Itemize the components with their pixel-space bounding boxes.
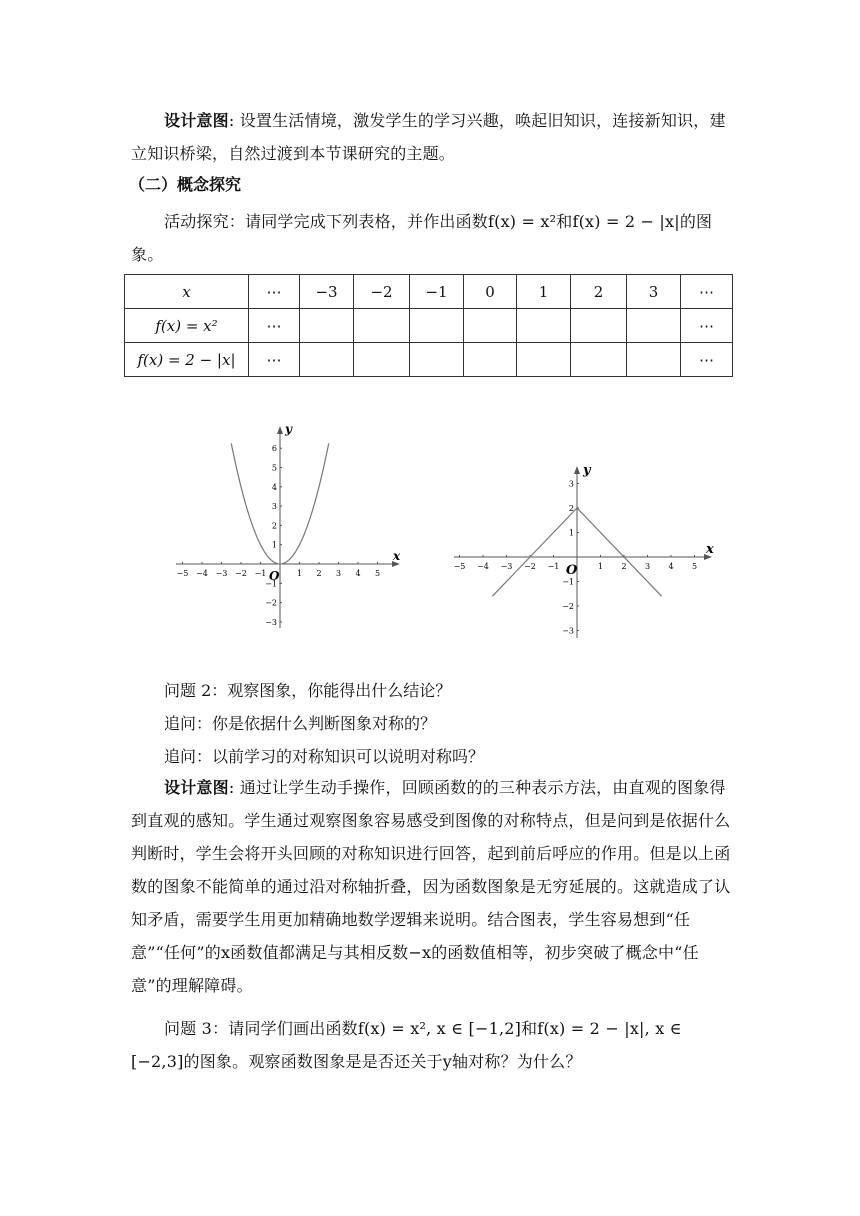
table-cell: [464, 309, 517, 343]
table-cell: ⋯: [681, 309, 733, 343]
y-tick-label: 3: [271, 502, 277, 512]
origin-label: O: [269, 569, 280, 583]
y-tick-label: 1: [271, 540, 277, 550]
table-cell: [354, 309, 410, 343]
table-cell: 3: [627, 275, 681, 309]
table-cell: ⋯: [249, 275, 300, 309]
table-cell: [517, 309, 571, 343]
table-row: [125, 275, 733, 309]
x-tick-label: −5: [453, 562, 466, 571]
table-cell: −1: [410, 275, 464, 309]
y-tick-label: 2: [271, 521, 277, 531]
x-tick-label: 1: [597, 562, 604, 571]
table-cell: [517, 343, 571, 377]
table-row: [125, 309, 733, 343]
origin-label: O: [566, 563, 578, 578]
x-tick-label: 2: [316, 569, 322, 578]
table-cell: [410, 343, 464, 377]
table-cell: [354, 343, 410, 377]
table-cell: −3: [300, 275, 354, 309]
table-cell: [571, 309, 627, 343]
table-cell: 2: [571, 275, 627, 309]
table-cell: [627, 309, 681, 343]
row-header-cell: f(x) = 2 − |x|: [125, 343, 249, 377]
x-tick-label: −3: [500, 562, 513, 571]
table-cell: 0: [464, 275, 517, 309]
y-tick-label: −3: [562, 626, 574, 636]
question-3: 问题 3：请同学们画出函数f(x) = x², x ∈ [−1,2]和f(x) = 2 − |x|, x ∈ [−2,3]的图象。观察函数图象是是否还关于y轴对称？为什么？: [131, 1019, 682, 1071]
y-axis-arrow: [277, 426, 283, 434]
x-tick-label: −2: [235, 569, 247, 578]
design-intent-paragraph-1: [131, 104, 731, 170]
activity-paragraph: 活动探究：请同学完成下列表格，并作出函数f(x) = x²和f(x) = 2 − |x|的图象。: [131, 212, 713, 264]
x-tick-label: 4: [355, 569, 361, 578]
question-2: 问题 2：观察图象，你能得出什么结论？: [164, 681, 452, 700]
x-tick-label: −1: [547, 562, 560, 571]
table-cell: [571, 343, 627, 377]
x-tick-label: 5: [691, 562, 698, 571]
table-cell: ⋯: [681, 343, 733, 377]
y-tick-label: −1: [562, 577, 574, 587]
y-tick-label: 3: [568, 479, 574, 489]
x-axis-label: x: [393, 549, 401, 563]
table-cell: [410, 309, 464, 343]
y-axis-label: y: [285, 422, 292, 436]
y-axis-arrow: [574, 466, 580, 474]
x-tick-label: −3: [215, 569, 228, 578]
x-tick-label: 5: [374, 569, 381, 578]
section-heading: （二）概念探究: [129, 175, 242, 194]
y-tick-label: −3: [265, 617, 277, 627]
y-axis-label: y: [583, 463, 591, 478]
y-tick-label: 6: [271, 444, 277, 454]
design-intent-text: : 通过让学生动手操作，回顾函数的的三种表示方法，由直观的图象得到直观的感知。学生通过观察图象容易感受到图像的对称特点，但是问到是依据什么判断时，学生会将开头回顾的对称知识进行回答，起到前后呼应的作用。但是以上函数的图象不能简单的通过沿对称轴折叠，因为函数图象是无穷延展的。这就造成了认知矛盾，需要学生用更加精确地数学逻辑来说明。结合图表，学生容易想到“任意”“任何”的x函数值都满足与其相反数−x的函数值相等，初步突破了概念中“任意”的理解障碍。: [131, 778, 731, 995]
value-table: [124, 274, 733, 377]
table-cell: −2: [354, 275, 410, 309]
x-tick-label: 1: [296, 569, 303, 578]
table-cell: [464, 343, 517, 377]
table-row: [125, 343, 733, 377]
x-tick-label: −2: [524, 562, 536, 571]
x-tick-label: −4: [477, 562, 489, 571]
followup-question-2: 追问：以前学习的对称知识可以说明对称吗？: [164, 747, 485, 766]
design-intent-text: : 设置生活情境，激发学生的学习兴趣，唤起旧知识，连接新知识，建立知识桥梁，自然过渡到本节课研究的主题。: [131, 111, 726, 163]
y-tick-label: 5: [271, 463, 277, 473]
table-cell: 1: [517, 275, 571, 309]
x-tick-label: −1: [254, 569, 267, 578]
row-header-cell: x: [125, 275, 249, 309]
table-cell: [627, 343, 681, 377]
x-tick-label: 3: [335, 569, 342, 578]
table-cell: ⋯: [249, 343, 300, 377]
x-tick-label: 2: [621, 562, 627, 571]
y-tick-label: 2: [568, 504, 574, 513]
table-cell: [300, 309, 354, 343]
x-tick-label: 3: [644, 562, 651, 571]
y-tick-label: −2: [562, 602, 574, 611]
y-tick-label: 1: [568, 528, 574, 538]
x-axis-label: x: [706, 542, 714, 557]
table-cell: ⋯: [681, 275, 733, 309]
absolute-value-graph: [450, 462, 725, 642]
design-intent-label: 设计意图: [164, 778, 229, 797]
x-tick-label: −4: [196, 569, 208, 578]
x-tick-label: 4: [668, 562, 674, 571]
x-tick-label: −5: [176, 569, 189, 578]
design-intent-paragraph-2: [131, 771, 731, 1002]
y-tick-label: 4: [271, 482, 277, 492]
row-header-cell: f(x) = x²: [125, 309, 249, 343]
y-tick-label: −1: [265, 579, 277, 589]
design-intent-label: 设计意图: [164, 111, 229, 130]
parabola-graph: [170, 420, 410, 635]
y-tick-label: −2: [265, 598, 277, 608]
table-cell: [300, 343, 354, 377]
table-cell: ⋯: [249, 309, 300, 343]
followup-question-1: 追问：你是依据什么判断图象对称的？: [164, 714, 437, 733]
